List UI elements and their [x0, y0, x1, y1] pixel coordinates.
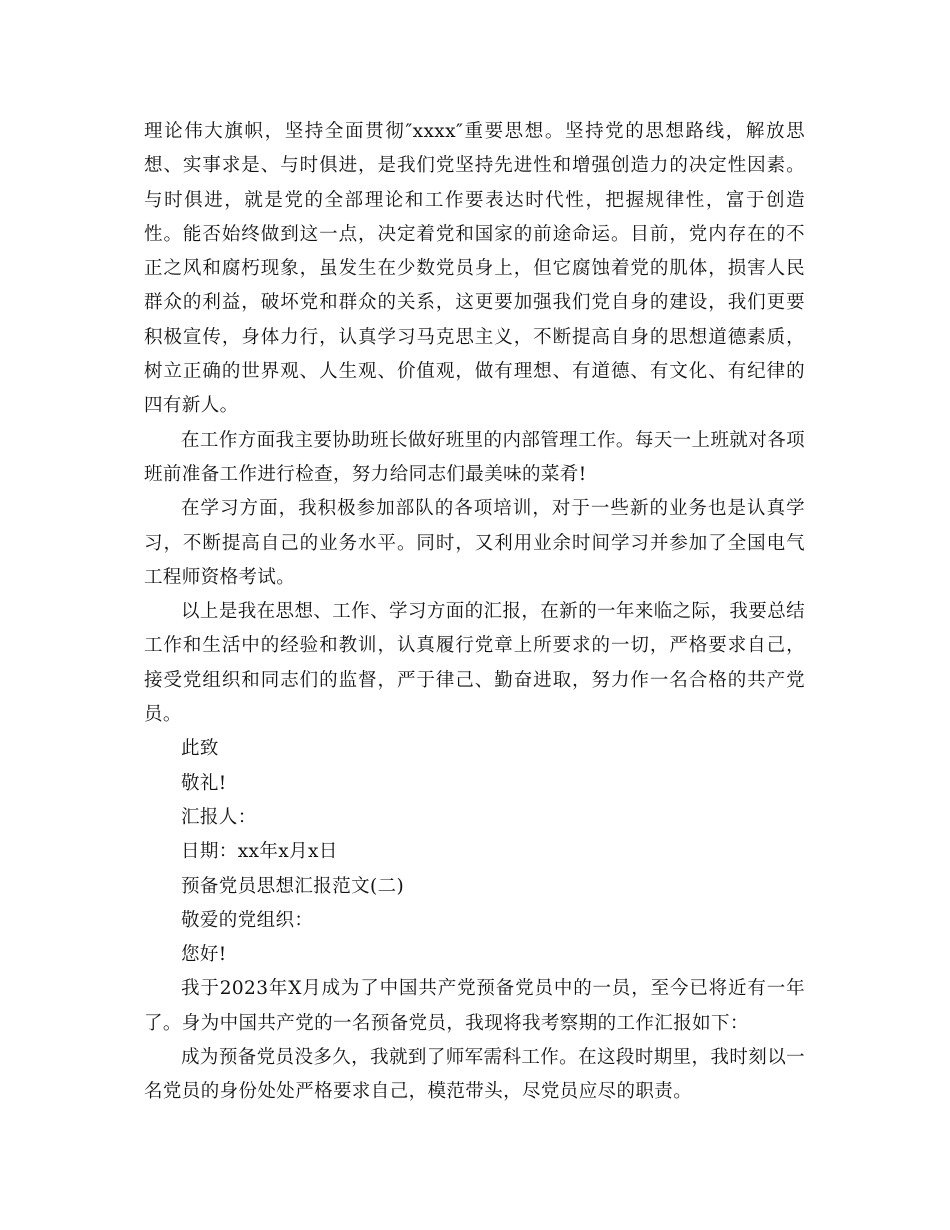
closing-greeting: 此致	[181, 738, 219, 760]
section-title: 预备党员思想汇报范文(二)	[181, 875, 405, 897]
paragraph-summary: 以上是我在思想、工作、学习方面的汇报，在新的一年来临之际，我要总结工作和生活中的经验和教训，认真履行党章上所要求的一切，严格要求自己，接受党组织和同志们的监督，严于律己、勤奋进取，努力作一名合格的共产党员。	[144, 601, 805, 726]
reporter-line: 汇报人：	[181, 806, 257, 828]
salutation: 敬爱的党组织：	[181, 909, 314, 931]
paragraph-work: 在工作方面我主要协助班长做好班里的内部管理工作。每天一上班就对各项班前准备工作进行检查，努力给同志们最美味的菜肴!	[144, 429, 805, 485]
paragraph-study: 在学习方面，我积极参加部队的各项培训，对于一些新的业务也是认真学习，不断提高自己的业务水平。同时，又利用业余时间学习并参加了全国电气工程师资格考试。	[144, 498, 805, 588]
closing-salute: 敬礼!	[181, 772, 227, 794]
paragraph-theory: 理论伟大旗帜，坚持全面贯彻″xxxx″重要思想。坚持党的思想路线，解放思想、实事求是、与时俱进，是我们党坚持先进性和增强创造力的决定性因素。与时俱进，就是党的全部理论和工作要表达时代性，把握规律性，富于创造性。能否始终做到这一点，决定着党和国家的前途命运。目前，党内存在的不正之风和腐朽现象，虽发生在少数党员身上，但它腐蚀着党的肌体，损害人民群众的利益，破坏党和群众的关系，这更要加强我们党自身的建设，我们更要积极宣传，身体力行，认真学习马克思主义，不断提高自身的思想道德素质，树立正确的世界观、人生观、价值观，做有理想、有道德、有文化、有纪律的四有新人。	[144, 121, 805, 417]
date-line: 日期：xx年x月x日	[181, 841, 338, 863]
paragraph-duty: 成为预备党员没多久，我就到了师军需科工作。在这段时期里，我时刻以一名党员的身份处处严格要求自己，模范带头，尽党员应尽的职责。	[144, 1047, 805, 1103]
paragraph-intro: 我于2023年X月成为了中国共产党预备党员中的一员，至今已将近有一年了。身为中国共产党的一名预备党员，我现将我考察期的工作汇报如下：	[144, 978, 805, 1034]
document-page	[144, 115, 805, 1110]
greeting: 您好!	[181, 944, 227, 966]
